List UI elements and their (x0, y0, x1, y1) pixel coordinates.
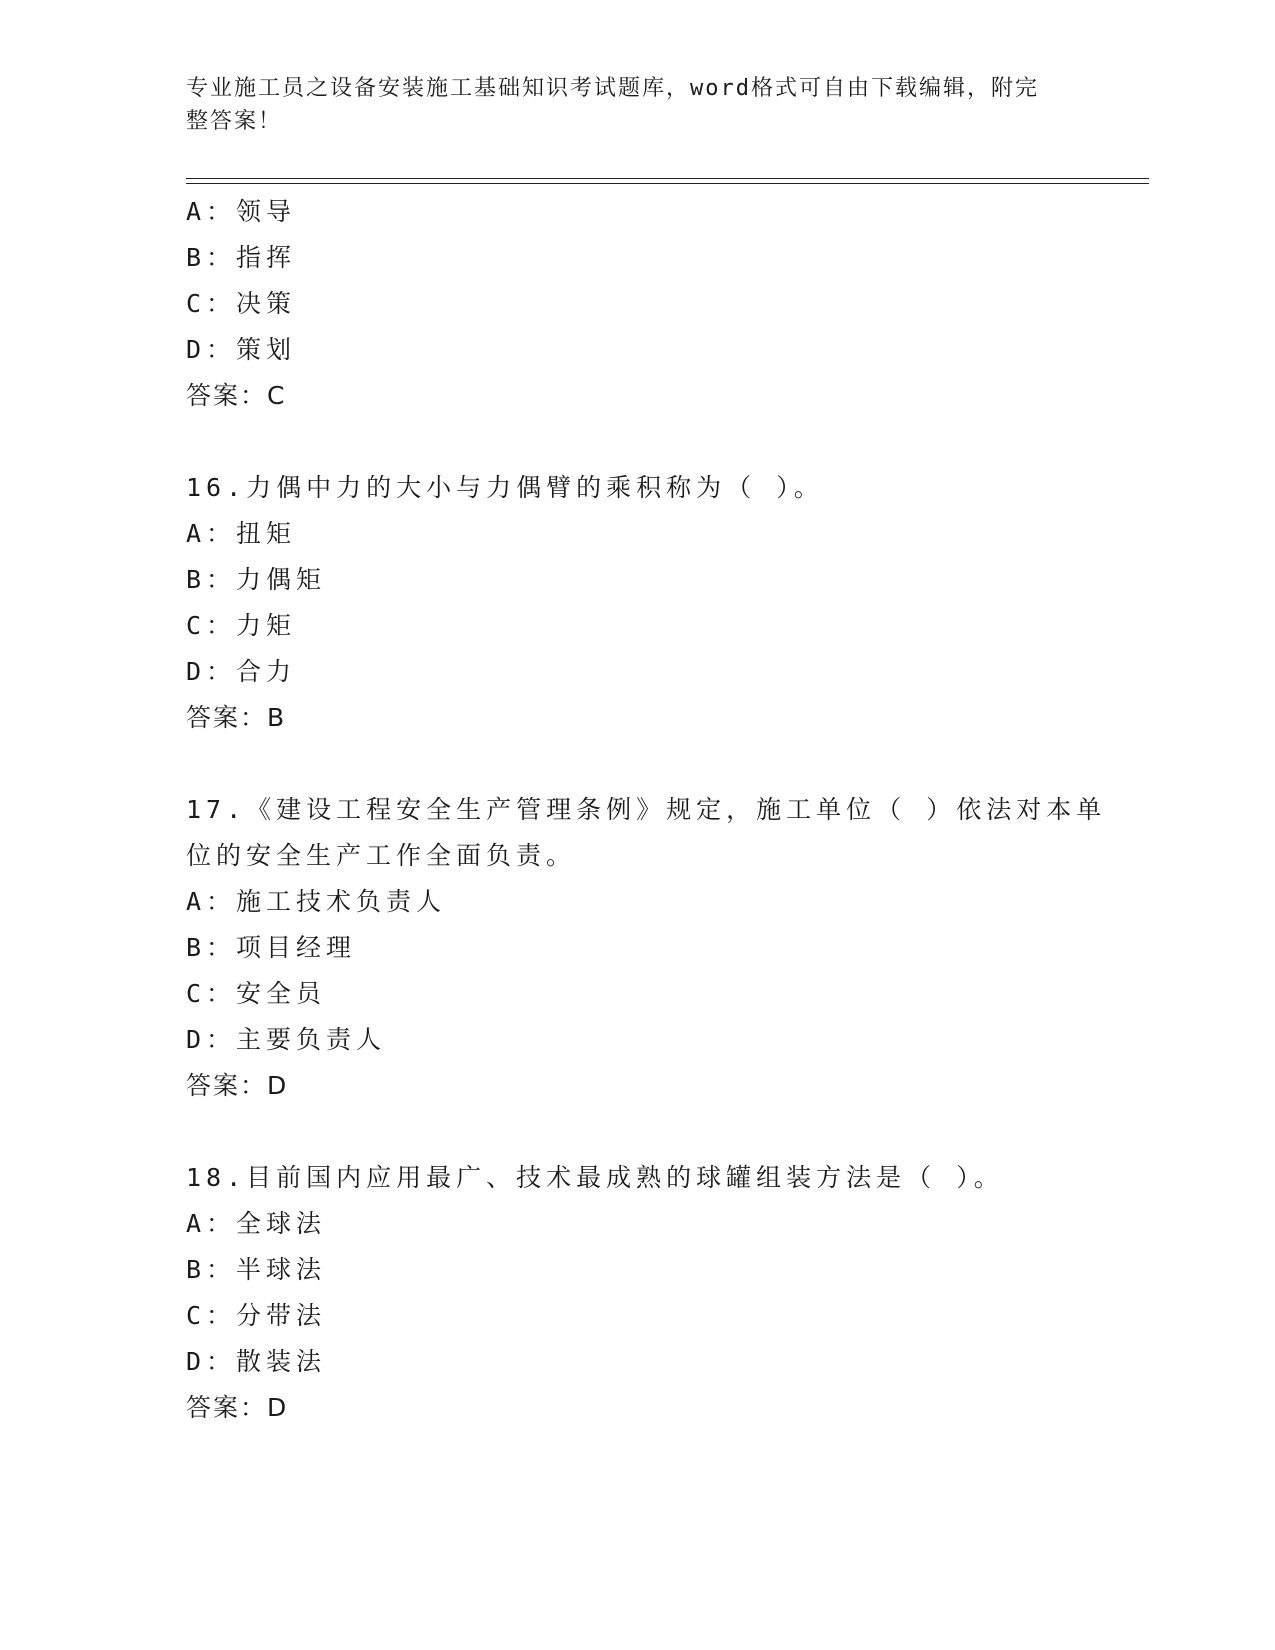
question-18 (186, 1155, 1086, 1431)
option-b: B：指挥 (186, 243, 297, 272)
header-line-2: 整答案！ (186, 109, 283, 134)
spacer (186, 741, 1086, 787)
question-stem-line-1: 17.《建设工程安全生产管理条例》规定，施工单位（ ）依法对本单 (186, 795, 1107, 824)
option-c: C：分带法 (186, 1301, 327, 1330)
header-rule-top (186, 178, 1149, 179)
answer-line: 答案：C (186, 381, 287, 410)
question-16 (186, 465, 1086, 741)
spacer (186, 419, 1086, 465)
option-b: B：力偶矩 (186, 565, 327, 594)
option-a: A：全球法 (186, 1209, 327, 1238)
option-b: B：半球法 (186, 1255, 327, 1284)
question-stem: 16.力偶中力的大小与力偶臂的乘积称为（ ）。 (186, 473, 824, 502)
question-stem-line-2: 位的安全生产工作全面负责。 (186, 841, 577, 870)
spacer (186, 1109, 1086, 1155)
option-a: A：领导 (186, 197, 297, 226)
document-header (186, 72, 1066, 138)
option-a: A：施工技术负责人 (186, 887, 447, 916)
question-15 (186, 189, 1086, 419)
option-d: D：散装法 (186, 1347, 327, 1376)
option-d: D：策划 (186, 335, 297, 364)
question-17 (186, 787, 1107, 1109)
question-list (186, 189, 1107, 1431)
answer-line: 答案：B (186, 703, 287, 732)
header-rule-bottom (186, 183, 1149, 184)
option-d: D：合力 (186, 657, 297, 686)
option-c: C：力矩 (186, 611, 297, 640)
question-stem: 18.目前国内应用最广、技术最成熟的球罐组装方法是（ ）。 (186, 1163, 1004, 1192)
answer-line: 答案：D (186, 1393, 289, 1422)
option-c: C：安全员 (186, 979, 327, 1008)
option-a: A：扭矩 (186, 519, 297, 548)
option-b: B：项目经理 (186, 933, 357, 962)
answer-line: 答案：D (186, 1071, 289, 1100)
header-line-1: 专业施工员之设备安装施工基础知识考试题库，word格式可自由下载编辑，附完 (186, 76, 1039, 101)
option-c: C：决策 (186, 289, 297, 318)
option-d: D：主要负责人 (186, 1025, 387, 1054)
